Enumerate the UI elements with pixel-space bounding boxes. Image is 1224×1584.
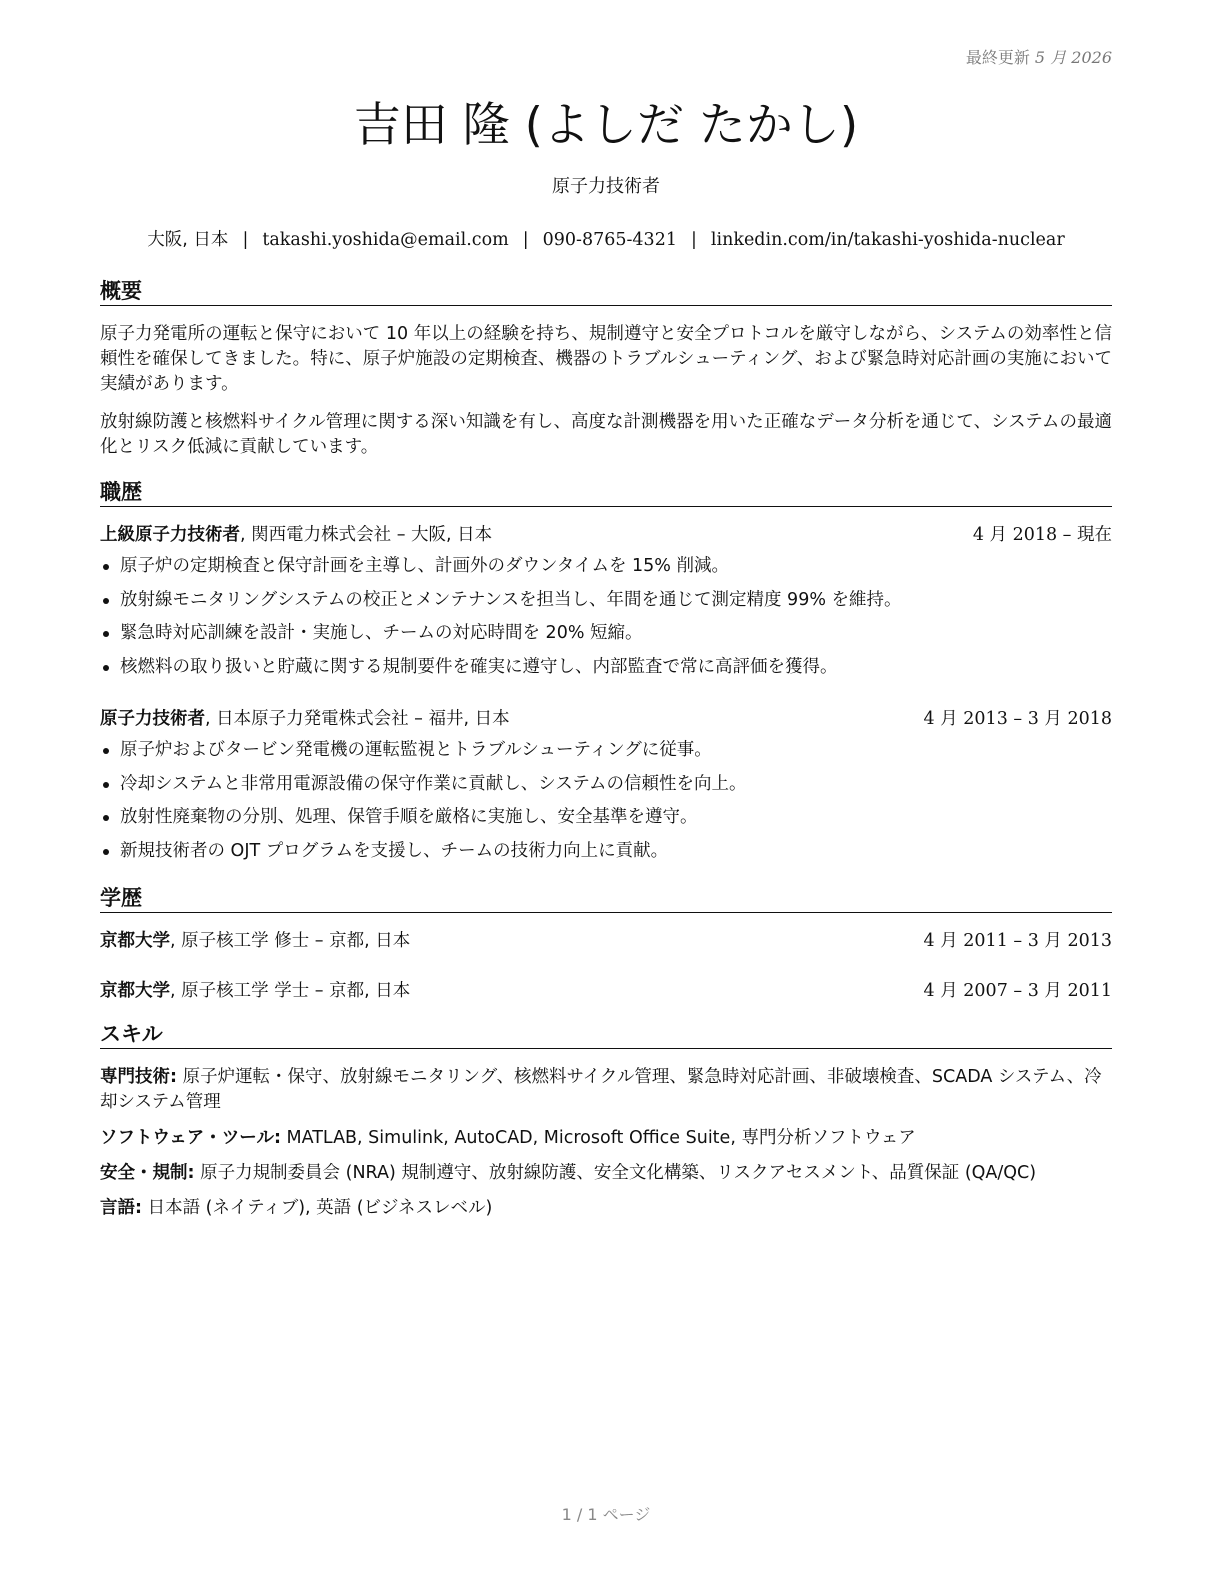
contact-linkedin[interactable]: linkedin.com/in/takashi-yoshida-nuclear [710, 230, 1065, 250]
last-updated-date: 5 月 2026 [1034, 48, 1112, 67]
contact-phone: 090-8765-4321 [542, 230, 677, 250]
candidate-name: 吉田 隆 (よしだ たかし) [353, 98, 859, 153]
summary-paragraph: 放射線防護と核燃料サイクル管理に関する深い知識を有し、高度な計測機器を用いた正確なデータ分析を通じて、システムの最適化とリスク低減に貢献しています。 [100, 412, 1112, 457]
skill-line [100, 1196, 1112, 1221]
section-title-skills: スキル [100, 1021, 1112, 1049]
education-school: 京都大学 [100, 931, 170, 951]
section-title-education: 学歴 [100, 885, 1112, 913]
job-bullet: 核燃料の取り扱いと貯蔵に関する規制要件を確実に遵守し、内部監査で常に高評価を獲得。 [100, 655, 1112, 679]
skill-label: ソフトウェア・ツール: [100, 1128, 281, 1148]
job-bullet: 緊急時対応訓練を設計・実施し、チームの対応時間を 20% 短縮。 [100, 621, 1112, 645]
resume-page [100, 0, 1112, 1584]
summary-paragraph: 原子力発電所の運転と保守において 10 年以上の経験を持ち、規制遵守と安全プロトコルを厳守しながら、システムの効率性と信頼性を確保してきました。特に、原子炉施設の定期検査、機器のトラブルシューティング、および緊急時対応計画の実施において実績があります。 [100, 324, 1112, 394]
job-bullets [100, 554, 1112, 688]
skill-value: 原子力規制委員会 (NRA) 規制遵守、放射線防護、安全文化構築、リスクアセスメント、品質保証 (QA/QC) [194, 1163, 1037, 1183]
job-employer: , 関西電力株式会社 – 大阪, 日本 [240, 525, 493, 545]
skill-line [100, 1126, 1112, 1151]
page-indicator: 1 / 1 ページ [561, 1505, 651, 1524]
job-bullets [100, 738, 1112, 872]
skill-value: 原子炉運転・保守、放射線モニタリング、核燃料サイクル管理、緊急時対応計画、非破壊検査、SCADA システム、冷却システム管理 [100, 1067, 1102, 1112]
last-updated-label: 最終更新 [965, 48, 1030, 67]
job-dates: 4 月 2013 – 3 月 2018 [923, 709, 1112, 729]
skill-line [100, 1161, 1112, 1186]
education-detail: , 原子核工学 学士 – 京都, 日本 [170, 981, 411, 1001]
education-school: 京都大学 [100, 981, 170, 1001]
job-bullet: 冷却システムと非常用電源設備の保守作業に貢献し、システムの信頼性を向上。 [100, 772, 1112, 796]
education-entry [100, 979, 1112, 1003]
last-updated [966, 45, 1112, 68]
job-bullet: 放射性廃棄物の分別、処理、保管手順を厳格に実施し、安全基準を遵守。 [100, 805, 1112, 829]
job-position: 原子力技術者 [100, 709, 205, 729]
skill-label: 安全・規制: [100, 1163, 195, 1183]
contact-line [100, 226, 1112, 251]
contact-email[interactable]: takashi.yoshida@email.com [262, 230, 509, 250]
job-bullet: 放射線モニタリングシステムの校正とメンテナンスを担当し、年間を通じて測定精度 99% を維持。 [100, 588, 1112, 612]
contact-separator: | [242, 230, 249, 250]
contact-separator: | [690, 230, 697, 250]
skill-line [100, 1065, 1112, 1115]
contact-separator: | [522, 230, 529, 250]
section-title-summary: 概要 [100, 278, 1112, 306]
education-entry [100, 929, 1112, 953]
education-dates: 4 月 2007 – 3 月 2011 [923, 981, 1112, 1001]
education-detail: , 原子核工学 修士 – 京都, 日本 [170, 931, 411, 951]
section-title-experience: 職歴 [100, 479, 1112, 507]
contact-location: 大阪, 日本 [147, 230, 229, 250]
candidate-role: 原子力技術者 [552, 176, 660, 197]
skill-value: MATLAB, Simulink, AutoCAD, Microsoft Office Suite, 専門分析ソフトウェア [280, 1128, 916, 1148]
job-header [100, 707, 1112, 731]
job-bullet: 原子炉およびタービン発電機の運転監視とトラブルシューティングに従事。 [100, 738, 1112, 762]
skill-value: 日本語 (ネイティブ), 英語 (ビジネスレベル) [142, 1198, 493, 1218]
job-bullet: 新規技術者の OJT プログラムを支援し、チームの技術力向上に貢献。 [100, 839, 1112, 863]
education-dates: 4 月 2011 – 3 月 2013 [923, 931, 1112, 951]
job-header [100, 523, 1112, 547]
job-employer: , 日本原子力発電株式会社 – 福井, 日本 [205, 709, 510, 729]
skill-label: 言語: [100, 1198, 142, 1218]
skill-label: 専門技術: [100, 1067, 177, 1087]
job-bullet: 原子炉の定期検査と保守計画を主導し、計画外のダウンタイムを 15% 削減。 [100, 554, 1112, 578]
job-position: 上級原子力技術者 [100, 525, 240, 545]
job-dates: 4 月 2018 – 現在 [972, 525, 1112, 545]
